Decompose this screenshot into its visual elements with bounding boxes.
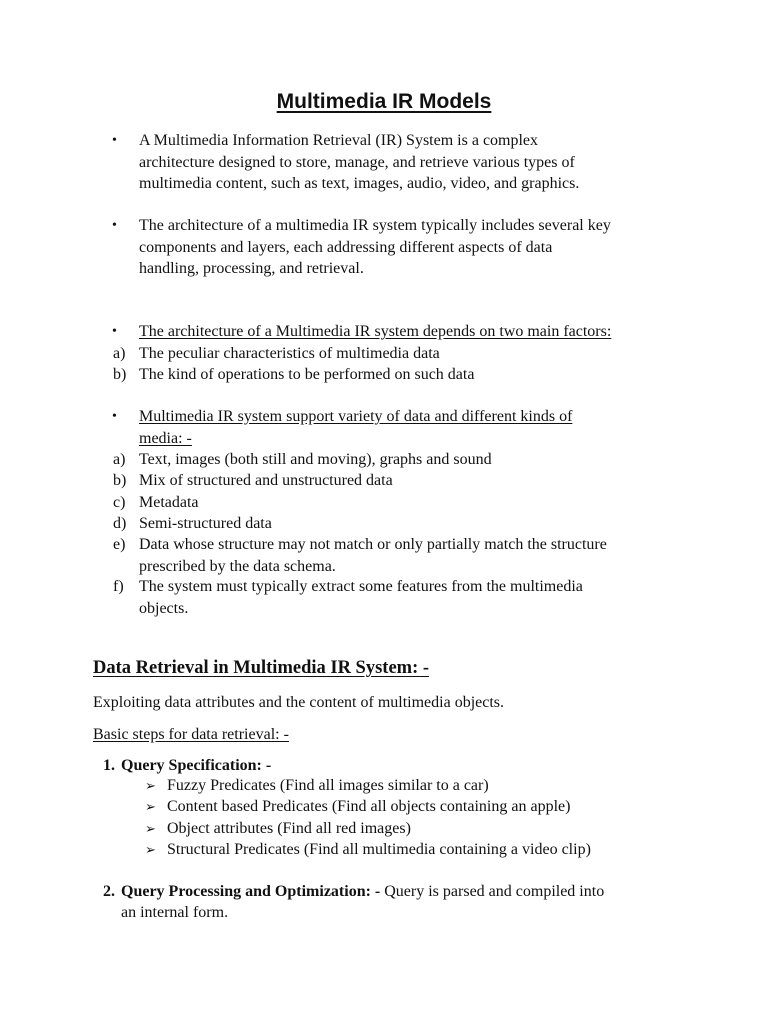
sub-item: Structural Predicates (Find all multimedia containing a video clip)	[167, 841, 591, 858]
list-letter: b)	[113, 472, 127, 489]
intro-bullet-text	[139, 215, 699, 280]
sub-item: Content based Predicates (Find all objects containing an apple)	[167, 798, 571, 815]
bullet-icon: •	[112, 409, 117, 424]
factors-heading: The architecture of a Multimedia IR system depends on two main factors:	[139, 323, 612, 340]
step-title: Query Processing and Optimization: -	[121, 883, 381, 900]
list-letter: a)	[113, 451, 126, 468]
text-line: objects.	[139, 599, 189, 617]
page-title: Multimedia IR Models	[276, 90, 492, 113]
list-item-text	[139, 470, 699, 492]
intro-bullet-text	[139, 130, 699, 195]
list-letter: c)	[113, 494, 126, 511]
list-item-text	[139, 492, 699, 514]
list-item-text: The peculiar characteristics of multimedia data	[139, 344, 440, 362]
sub-item: Object attributes (Find all red images)	[167, 820, 411, 837]
text-line: Metadata	[139, 494, 199, 511]
text-line: A Multimedia Information Retrieval (IR) System is a complex	[139, 132, 539, 149]
support-heading	[139, 406, 699, 449]
text-line: Multimedia IR system support variety of data and different kinds of	[139, 408, 573, 425]
list-item-text	[139, 534, 699, 577]
list-item-text: The kind of operations to be performed on such data	[139, 366, 475, 383]
sub-item: Fuzzy Predicates (Find all images similar to a car)	[167, 777, 489, 794]
list-item-text	[139, 576, 699, 619]
arrow-bullet-icon: ➢	[145, 821, 156, 836]
list-letter: a)	[113, 344, 126, 362]
text-line: multimedia content, such as text, images, audio, video, and graphics.	[139, 175, 580, 192]
text-line: handling, processing, and retrieval.	[139, 260, 364, 277]
step-number: 2.	[103, 883, 115, 900]
text-line: components and layers, each addressing different aspects of data	[139, 238, 553, 256]
text-line: media: -	[139, 429, 192, 447]
list-letter: e)	[113, 536, 126, 553]
bullet-icon: •	[112, 218, 117, 233]
bullet-icon: •	[112, 133, 117, 148]
text-line: architecture designed to store, manage, and retrieve various types of	[139, 153, 575, 171]
list-letter: d)	[113, 515, 127, 532]
section-heading: Data Retrieval in Multimedia IR System: -	[93, 658, 430, 678]
arrow-bullet-icon: ➢	[145, 842, 156, 857]
list-item-text	[139, 513, 699, 535]
text-line: Text, images (both still and moving), graphs and sound	[139, 451, 492, 468]
list-letter: b)	[113, 366, 127, 383]
step-2-text	[121, 881, 681, 903]
step-number: 1.	[103, 757, 115, 774]
list-letter: f)	[113, 578, 124, 595]
list-item-text	[139, 449, 699, 471]
section-intro: Exploiting data attributes and the content of multimedia objects.	[93, 694, 505, 711]
text-line: Semi-structured data	[139, 515, 272, 532]
text-line: The system must typically extract some features from the multimedia	[139, 578, 583, 595]
steps-heading: Basic steps for data retrieval: -	[93, 726, 289, 743]
text-line: prescribed by the data schema.	[139, 557, 336, 575]
step-description-cont: an internal form.	[121, 904, 229, 921]
step-title: Query Specification: -	[121, 757, 272, 774]
step-description: Query is parsed and compiled into	[380, 883, 605, 900]
arrow-bullet-icon: ➢	[145, 778, 156, 793]
arrow-bullet-icon: ➢	[145, 799, 156, 814]
text-line: The architecture of a multimedia IR system typically includes several key	[139, 217, 611, 234]
text-line: Mix of structured and unstructured data	[139, 472, 393, 489]
text-line: Data whose structure may not match or only partially match the structure	[139, 536, 607, 553]
bullet-icon: •	[112, 324, 117, 339]
